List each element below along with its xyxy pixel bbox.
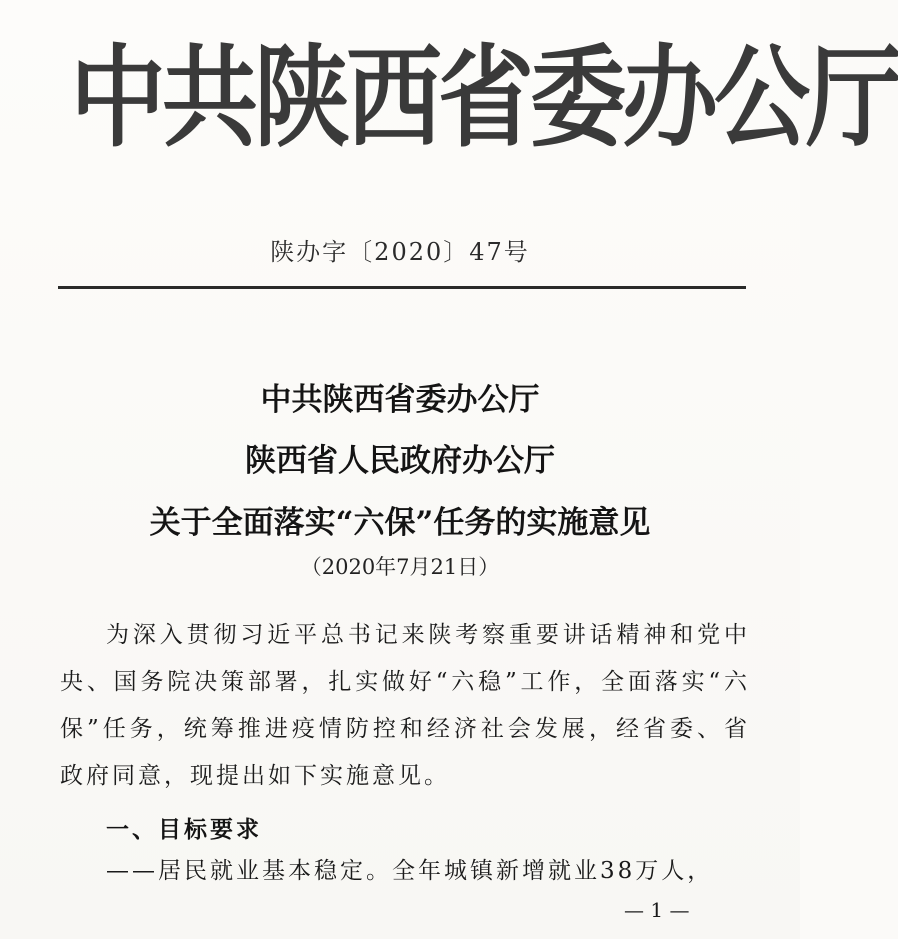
header-divider [58,286,746,289]
title-line-1: 中共陕西省委办公厅 [260,382,540,418]
document-date: （2020年7月21日） [300,555,500,579]
title-line-2: 陕西省人民政府办公厅 [245,443,555,479]
title-line-3: 关于全面落实“六保”任务的实施意见 [149,505,651,541]
masthead-title: 中共陕西省委办公厅 [70,33,898,163]
section-heading: 一、目标要求 [106,816,262,843]
document-number: 陕办字〔2020〕47号 [270,238,530,266]
body-text-line: ——居民就业基本稳定。全年城镇新增就业38万人， [106,858,714,884]
intro-paragraph: 为深入贯彻习近平总书记来陕考察重要讲话精神和党中央、国务院决策部署，扎实做好“六稳”工作，全面落实“六保”任务，统筹推进疫情防控和经济社会发展，经省委、省政府同意，现提出如下实施意见。 [60,622,750,789]
page-number: — 1 — [624,898,690,922]
